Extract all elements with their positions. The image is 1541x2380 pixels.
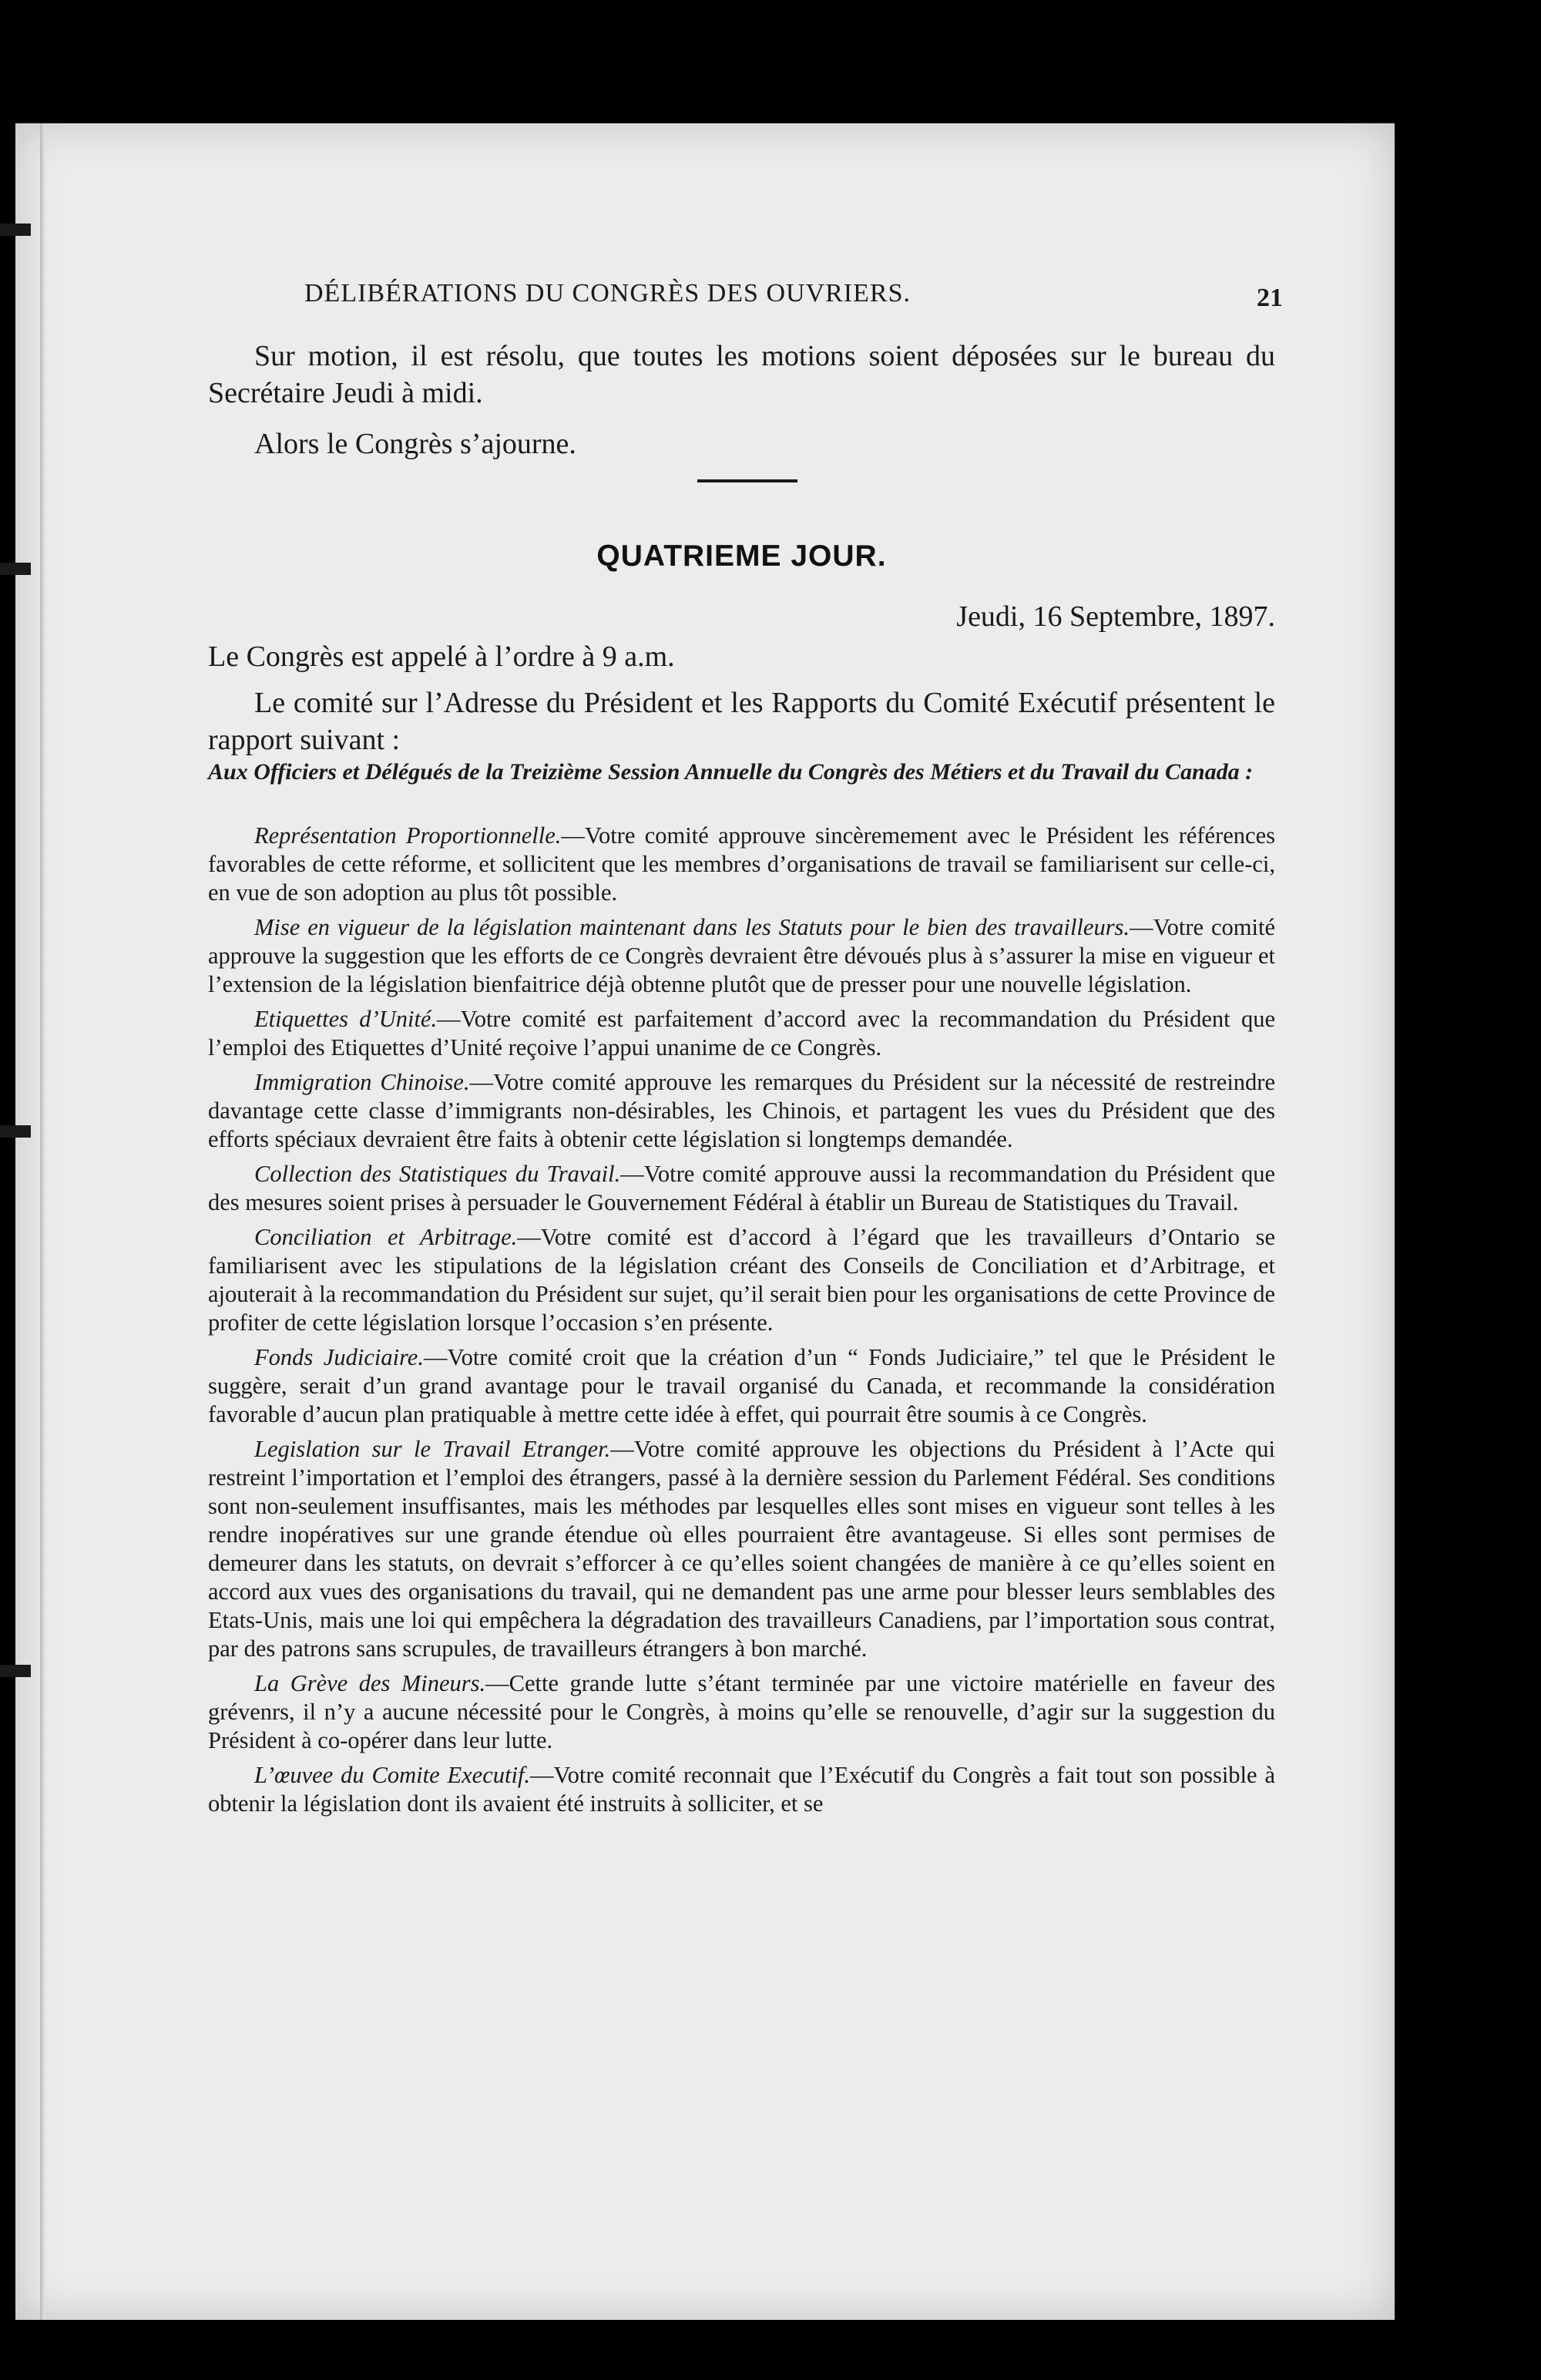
binding-mark (0, 1665, 31, 1677)
section-date: Jeudi, 16 Septembre, 1897. (956, 600, 1275, 633)
report-item-text: —Votre comité approuve aussi la recommandation du Président que des mesures soient prises à persuader le Gouvernement Fédéral à établir un Bureau de Statistiques du Travail. (208, 1161, 1275, 1215)
paragraph-adjourn: Alors le Congrès s’ajourne. (254, 428, 576, 460)
report-item (208, 1005, 1275, 1062)
report-item-text: —Votre comité approuve la suggestion que les efforts de ce Congrès devraient être dévoués plus à s’assurer la mise en vigueur et l’extension de la législation bienfaitrice déjà obtenne plutôt que de presser pour une nouvelle législation. (208, 914, 1275, 997)
report-item (208, 822, 1275, 907)
report-item-title: Legislation sur le Travail Etranger. (254, 1436, 611, 1462)
report-item-title: Fonds Judiciaire. (254, 1344, 424, 1370)
report-item (208, 1068, 1275, 1154)
paragraph-motion: Sur motion, il est résolu, que toutes les motions soient déposées sur le bureau du Secrétaire Jeudi à midi. (208, 340, 1275, 409)
report-item (208, 1160, 1275, 1217)
report-item-title: Représentation Proportionnelle. (254, 822, 562, 849)
report-item-title: La Grève des Mineurs. (254, 1670, 486, 1696)
page-binding-edge (40, 123, 45, 2320)
report-items (208, 822, 1275, 1818)
report-item-text: —Votre comité reconnait que l’Exécutif du Congrès a fait tout son possible à obtenir la législation dont ils avaient été instruits à solliciter, et se (208, 1762, 1275, 1817)
report-item (208, 1761, 1275, 1818)
page-number: 21 (1257, 284, 1283, 312)
report-item (208, 1669, 1275, 1755)
report-item-text: —Votre comité croit que la création d’un “ Fonds Judiciaire,” tel que le Président le suggère, serait d’un grand avantage pour le travail organisé du Canada, et recommande la considération favorable d’aucun plan pratiquable à mettre cette idée à effet, qui pourrait être soumis à ce Congrès. (208, 1344, 1275, 1427)
report-item-title: Immigration Chinoise. (254, 1069, 470, 1095)
running-head: DÉLIBÉRATIONS DU CONGRÈS DES OUVRIERS. (304, 279, 911, 308)
binding-mark (0, 224, 31, 236)
report-item-text: —Votre comité approuve les objections du Président à l’Acte qui restreint l’importation et l’emploi des étrangers, passé à la dernière session du Parlement Fédéral. Ses conditions sont non-seulement insuffisantes, mais les méthodes par lesquelles elles sont mises en vigueur sont telles à les rendre inopératives sur une grande étendue où elles pourraient être avantageuse. Si elles sont permises de demeurer dans les statuts, on devrait s’efforcer à ce qu’elles soient changées de manière à ce qu’elles soient en accord aux vues des organisations du travail, qui ne demandent pas une arme pour blesser leurs semblables des Etats-Unis, mais une loi qui empêchera la dégradation des travailleurs Canadiens, par l’importation sous contrat, par des patrons sans scrupules, de travailleurs étrangers à bon marché. (208, 1436, 1276, 1662)
report-item-text: —Votre comité approuve les remarques du Président sur la nécessité de restreindre davantage cette classe d’immigrants non-désirables, les Chinois, et partagent les vues du Président que des efforts spéciaux devraient être faits à obtenir cette législation si longtemps demandée. (208, 1069, 1275, 1152)
report-item (208, 1223, 1275, 1337)
salutation: Aux Officiers et Délégués de la Treizième Session Annuelle du Congrès des Métiers et du Travail du Canada : (208, 759, 1254, 785)
report-item-text: —Votre comité est parfaitement d’accord avec la recommandation du Président que l’emploi des Etiquettes d’Unité reçoive l’appui unanime de ce Congrès. (208, 1006, 1276, 1061)
report-item-title: Collection des Statistiques du Travail. (254, 1161, 621, 1187)
report-item (208, 1343, 1275, 1429)
paragraph-order: Le Congrès est appelé à l’ordre à 9 a.m. (208, 640, 675, 673)
report-item-title: Etiquettes d’Unité. (254, 1006, 438, 1032)
report-item-title: L’œuvee du Comite Executif. (254, 1762, 531, 1788)
report-item-text: —Votre comité est d’accord à l’égard que les travailleurs d’Ontario se familiarisent avec les stipulations de la législation créant des Conseils de Conciliation et d’Arbitrage, et ajouterait à la recommandation du Président sur sujet, qu’il serait bien pour les organisations de cette Province de profiter de cette législation lorsque l’occasion s’en présente. (208, 1224, 1275, 1336)
section-title: QUATRIEME JOUR. (596, 540, 887, 573)
report-item (208, 1435, 1275, 1663)
report-item (208, 913, 1275, 999)
binding-mark (0, 563, 31, 575)
separator-rule (697, 479, 797, 482)
report-item-title: Conciliation et Arbitrage. (254, 1224, 518, 1250)
report-item-text: —Cette grande lutte s’étant terminée par une victoire matérielle en faveur des grévenrs, il n’y a aucune nécessité pour le Congrès, à moins qu’elle se renouvelle, d’agir sur la suggestion du Président à co-opérer dans leur lutte. (208, 1670, 1275, 1753)
binding-mark (0, 1125, 31, 1138)
paragraph-report: Le comité sur l’Adresse du Président et les Rapports du Comité Exécutif présentent le rapport suivant : (208, 687, 1275, 756)
report-item-text: —Votre comité approuve sincèremement avec le Président les références favorables de cette réforme, et sollicitent que les membres d’organisations de travail se familiarisent sur celle-ci, en vue de son adoption au plus tôt possible. (208, 822, 1275, 906)
report-item-title: Mise en vigueur de la législation maintenant dans les Statuts pour le bien des travailleurs. (254, 914, 1130, 940)
